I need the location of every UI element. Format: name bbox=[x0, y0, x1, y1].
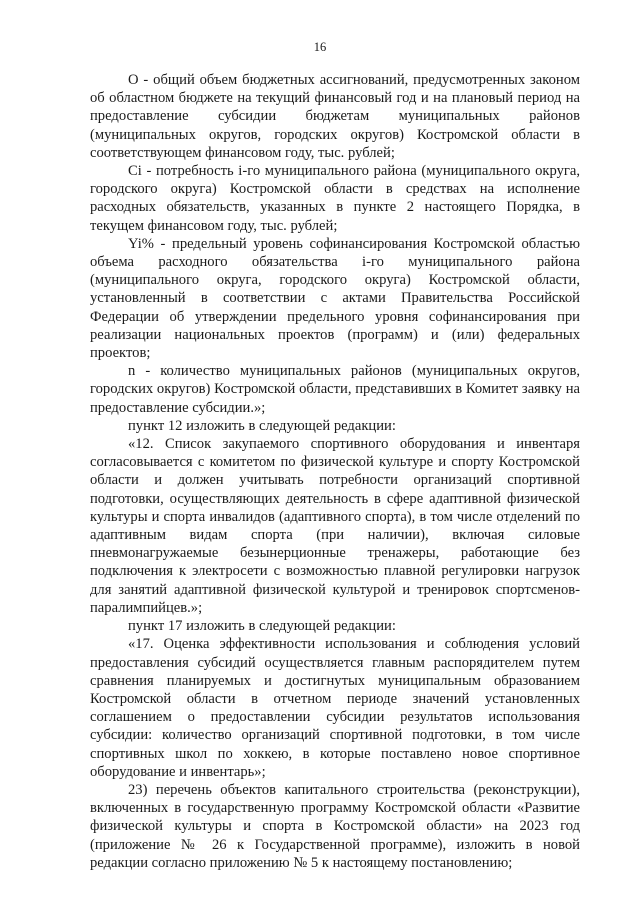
paragraph-item-12-text: «12. Список закупаемого спортивного оборудования и инвентаря согласовывается с комитетом по физической культуре и спорту Костромской области и должен учитывать потребности организаций спортивной подготовки, осуществляющих деятельность в сфере адаптивной физической культуры и спорта инвалидов (адаптивного спорта), в том числе отделений по адаптивным видам спорта (при наличии), включая силовые пневмонагружаемые безынерционные тренажеры, работающие без подключения к электросети с возможностью плавной регулировки нагрузок для занятий адаптивной физической культурой и тренировок спортсменов-паралимпийцев.»; bbox=[90, 436, 580, 616]
paragraph-item-17-intro: пункт 17 изложить в следующей редакции: bbox=[128, 618, 396, 635]
document-body bbox=[90, 71, 580, 872]
paragraph-item-17-text: «17. Оценка эффективности использования и соблюдения условий предоставления субсидий осуществляется главным распорядителем путем сравнения планируемых и достигнутых муниципальным образованием Костромской области в отчетном периоде значений установленных соглашением о предоставлении субсидии результатов использования субсидии: количество организаций спортивной подготовки, в том числе спортивных школ по хоккею, в которые поставлено новое спортивное оборудование и инвентарь»; bbox=[90, 636, 580, 780]
page-number: 16 bbox=[313, 40, 327, 54]
paragraph-o-definition: О - общий объем бюджетных ассигнований, предусмотренных законом об областном бюджете на текущий финансовый год и на плановый период на предоставление субсидии бюджетам муниципальных районов (муниципальных округов, городских округов) Костромской области в соответствующем финансовом году, тыс. рублей; bbox=[90, 72, 580, 161]
paragraph-item-23: 23) перечень объектов капитального строительства (реконструкции), включенных в государственную программу Костромской области «Развитие физической культуры и спорта в Костромской области» на 2023 год (приложение № 26 к Государственной программе), изложить в новой редакции согласно приложению № 5 к настоящему постановлению; bbox=[90, 781, 580, 871]
paragraph-n-definition: n - количество муниципальных районов (муниципальных округов, городских округов) Костромской области, представивших в Комитет заявку на предоставление субсидии.»; bbox=[90, 363, 580, 416]
paragraph-item-12-intro: пункт 12 изложить в следующей редакции: bbox=[128, 417, 396, 434]
paragraph-yi-definition: Yi% - предельный уровень софинансирования Костромской областью объема расходного обязательства i-го муниципального района (муниципального округа, городского округа) Костромской области, установленный в соответствии с актами Правительства Российской Федерации об утверждении предельного уровня софинансирования при реализации национальных проектов (программ) и (или) федеральных проектов; bbox=[90, 235, 580, 362]
paragraph-ci-definition: Ci - потребность i-го муниципального района (муниципального округа, городского округа) Костромской области в средствах на исполнение расходных обязательств, указанных в пункте 2 настоящего Порядка, в текущем финансовом году, тыс. рублей; bbox=[90, 163, 580, 234]
